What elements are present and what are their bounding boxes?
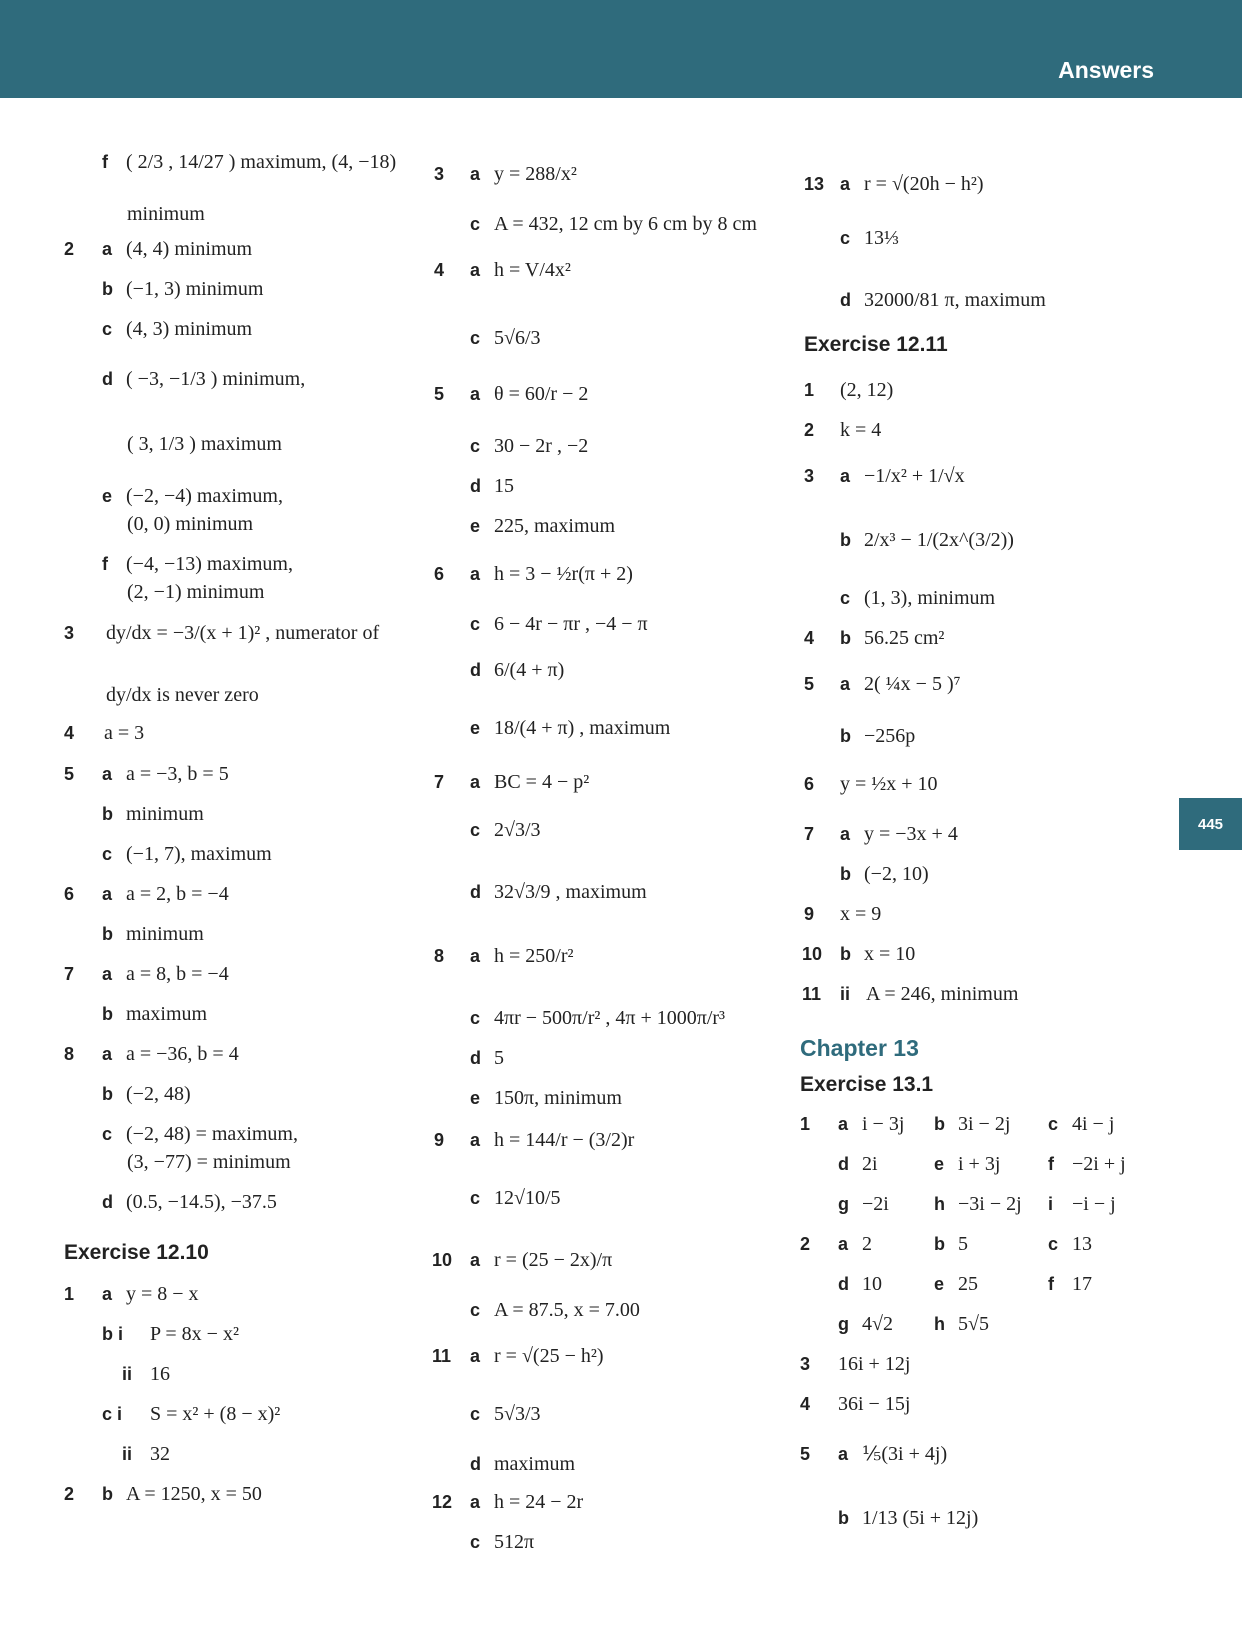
question-label: b	[840, 628, 851, 648]
question-label: c	[470, 1008, 481, 1028]
answer-text: r = √(20h − h²)	[864, 173, 984, 195]
answer-text: 5	[494, 1047, 504, 1069]
page-header-title: Answers	[1058, 57, 1154, 83]
answer-text: 13	[1072, 1233, 1092, 1255]
answer-text: A = 87.5, x = 7.00	[494, 1299, 640, 1321]
answer-text: (−2, 48) = maximum,	[126, 1123, 298, 1145]
question-label: a	[838, 1114, 849, 1134]
question-label: a	[838, 1444, 849, 1464]
answer-text: i + 3j	[958, 1153, 1001, 1175]
answer-text: 6/(4 + π)	[494, 659, 565, 681]
answer-text: (4, 4) minimum	[126, 238, 253, 260]
question-label: 3	[434, 164, 445, 184]
question-label: c	[470, 614, 481, 634]
answer-text: (4, 3) minimum	[126, 318, 253, 340]
question-label: 5	[434, 384, 445, 404]
question-label: c	[470, 1300, 481, 1320]
question-label: d	[470, 1454, 481, 1474]
answer-text: 56.25 cm²	[864, 627, 945, 649]
answer-text: 30 − 2r , −2	[494, 435, 589, 457]
question-label: a	[840, 824, 851, 844]
answer-text: 12√10/5	[494, 1187, 561, 1209]
question-label: 4	[800, 1394, 811, 1414]
question-label: c	[470, 328, 481, 348]
question-label: 12	[432, 1492, 453, 1512]
answer-text: 4i − j	[1072, 1113, 1115, 1135]
question-label: ii	[840, 984, 851, 1004]
question-label: b	[102, 1004, 113, 1024]
question-label: a	[102, 884, 113, 904]
answer-text: 150π, minimum	[494, 1087, 622, 1109]
answer-text: BC = 4 − p²	[494, 771, 590, 793]
question-label: b	[934, 1234, 945, 1254]
answer-text: P = 8x − x²	[150, 1323, 239, 1345]
answer-text: (−4, −13) maximum,	[126, 553, 293, 575]
answer-text: dy/dx = −3/(x + 1)² , numerator of	[106, 622, 380, 644]
question-label: ii	[122, 1444, 133, 1464]
answer-text: 18/(4 + π) , maximum	[494, 717, 671, 739]
question-label: h	[934, 1314, 945, 1334]
answer-text: h = 250/r²	[494, 945, 574, 967]
answer-text: (3, −77) = minimum	[127, 1151, 291, 1173]
question-label: d	[838, 1274, 849, 1294]
answer-text: (1, 3), minimum	[864, 587, 996, 609]
answer-text: h = V/4x²	[494, 259, 571, 281]
answer-text: 15	[494, 475, 514, 497]
question-label: a	[470, 260, 481, 280]
question-label: 7	[64, 964, 75, 984]
question-label: f	[102, 152, 108, 172]
question-label: h	[934, 1194, 945, 1214]
answer-text: 5√5	[958, 1313, 989, 1335]
question-label: 4	[64, 723, 75, 743]
answer-text: 4πr − 500π/r² , 4π + 1000π/r³	[494, 1007, 726, 1029]
question-label: 8	[434, 946, 445, 966]
question-label: 6	[804, 774, 815, 794]
answer-text: minimum	[126, 923, 204, 945]
question-label: c	[470, 214, 481, 234]
question-label: 3	[804, 466, 815, 486]
question-label: 10	[432, 1250, 453, 1270]
question-label: b i	[102, 1324, 123, 1344]
question-label: 2	[804, 420, 815, 440]
answer-text: A = 432, 12 cm by 6 cm by 8 cm	[494, 213, 757, 235]
question-label: c	[1048, 1114, 1059, 1134]
answer-text: (2, −1) minimum	[127, 581, 265, 603]
question-label: 5	[64, 764, 75, 784]
question-label: a	[470, 772, 481, 792]
question-label: b	[102, 804, 113, 824]
answer-text: maximum	[126, 1003, 208, 1025]
question-label: e	[470, 516, 481, 536]
answer-text: 5√6/3	[494, 327, 541, 349]
question-label: 1	[64, 1284, 75, 1304]
question-label: 2	[64, 1484, 75, 1504]
answer-text: (−1, 3) minimum	[126, 278, 264, 300]
answer-text: y = −3x + 4	[864, 823, 958, 845]
question-label: a	[470, 164, 481, 184]
answer-text: (−2, −4) maximum,	[126, 485, 283, 507]
question-label: d	[470, 476, 481, 496]
answer-text: (0, 0) minimum	[127, 513, 254, 535]
page-number-tab	[1179, 798, 1242, 850]
answer-text: x = 10	[864, 943, 916, 965]
answer-text: −2i	[862, 1193, 889, 1215]
question-label: e	[934, 1274, 945, 1294]
question-label: c	[470, 1532, 481, 1552]
question-label: c i	[102, 1404, 123, 1424]
question-label: a	[470, 1346, 481, 1366]
question-label: c	[840, 588, 851, 608]
answer-text: −3i − 2j	[958, 1193, 1022, 1215]
question-label: a	[838, 1234, 849, 1254]
question-label: f	[102, 554, 108, 574]
question-label: d	[470, 882, 481, 902]
answer-text: −2i + j	[1072, 1153, 1126, 1175]
answer-text: 2	[862, 1233, 872, 1255]
question-label: 2	[64, 239, 75, 259]
answer-text: 512π	[494, 1531, 535, 1553]
question-label: f	[1048, 1274, 1054, 1294]
answer-text: −1/x² + 1/√x	[864, 465, 965, 487]
question-label: a	[470, 946, 481, 966]
answer-text: (−2, 48)	[126, 1083, 191, 1105]
question-label: c	[840, 228, 851, 248]
question-label: c	[470, 1404, 481, 1424]
question-label: f	[1048, 1154, 1054, 1174]
question-label: 4	[804, 628, 815, 648]
question-label: b	[102, 1084, 113, 1104]
question-label: 8	[64, 1044, 75, 1064]
question-label: 5	[800, 1444, 811, 1464]
question-label: i	[1048, 1194, 1054, 1214]
answer-text: 10	[862, 1273, 882, 1295]
question-label: a	[102, 1284, 113, 1304]
answer-text: r = (25 − 2x)/π	[494, 1249, 613, 1271]
exercise-heading: Exercise 13.1	[800, 1073, 934, 1096]
question-label: d	[102, 369, 113, 389]
answer-text: x = 9	[840, 903, 882, 925]
question-label: 2	[800, 1234, 811, 1254]
question-label: b	[102, 279, 113, 299]
answer-text: −256p	[864, 725, 916, 747]
exercise-heading: Exercise 12.10	[64, 1241, 209, 1264]
question-label: 5	[804, 674, 815, 694]
answer-text: a = −3, b = 5	[126, 763, 229, 785]
question-label: e	[470, 718, 481, 738]
question-label: c	[470, 820, 481, 840]
chapter-heading: Chapter 13	[800, 1035, 919, 1061]
answer-text: y = ½x + 10	[840, 773, 938, 795]
question-label: b	[102, 924, 113, 944]
answer-text: maximum	[494, 1453, 576, 1475]
question-label: ii	[122, 1364, 133, 1384]
answer-text: minimum	[126, 803, 204, 825]
answer-text: 6 − 4r − πr , −4 − π	[494, 613, 648, 635]
answer-text: 2√3/3	[494, 819, 541, 841]
question-label: c	[102, 844, 113, 864]
answer-text: A = 246, minimum	[866, 983, 1019, 1005]
answer-text: i − 3j	[862, 1113, 905, 1135]
answer-text: (−2, 10)	[864, 863, 929, 885]
question-label: b	[840, 530, 851, 550]
answer-text: 225, maximum	[494, 515, 616, 537]
answer-text: 16i + 12j	[838, 1353, 911, 1375]
answer-text: 13⅓	[864, 227, 899, 249]
answer-text: ( 3, 1/3 ) maximum	[127, 433, 282, 455]
answer-text: (−1, 7), maximum	[126, 843, 272, 865]
answer-text: S = x² + (8 − x)²	[150, 1403, 281, 1425]
answer-text: a = 2, b = −4	[126, 883, 229, 905]
question-label: b	[840, 864, 851, 884]
answer-text: dy/dx is never zero	[106, 684, 259, 706]
question-label: 9	[434, 1130, 445, 1150]
question-label: 13	[804, 174, 825, 194]
question-label: a	[102, 1044, 113, 1064]
question-label: a	[840, 674, 851, 694]
question-label: d	[838, 1154, 849, 1174]
answer-text: h = 3 − ½r(π + 2)	[494, 563, 633, 585]
answer-text: 17	[1072, 1273, 1092, 1295]
question-label: 3	[64, 623, 75, 643]
question-label: c	[1048, 1234, 1059, 1254]
question-label: 1	[800, 1114, 811, 1134]
answer-text: h = 144/r − (3/2)r	[494, 1129, 635, 1151]
answer-text: 3i − 2j	[958, 1113, 1011, 1135]
answer-text: 2i	[862, 1153, 878, 1175]
question-label: a	[470, 384, 481, 404]
question-label: a	[470, 1492, 481, 1512]
answer-text: minimum	[127, 203, 205, 225]
question-label: 7	[804, 824, 815, 844]
question-label: 6	[64, 884, 75, 904]
answer-text: (2, 12)	[840, 379, 894, 401]
page-number: 445	[1197, 815, 1224, 833]
answer-text: ⅕(3i + 4j)	[862, 1443, 948, 1465]
answer-text: 4√2	[862, 1313, 893, 1335]
question-label: g	[838, 1194, 849, 1214]
question-label: a	[840, 174, 851, 194]
question-label: 11	[432, 1346, 452, 1366]
answer-text: h = 24 − 2r	[494, 1491, 584, 1513]
question-label: a	[840, 466, 851, 486]
answer-text: 25	[958, 1273, 978, 1295]
question-label: c	[470, 436, 481, 456]
question-label: b	[840, 726, 851, 746]
answer-text: ( 2/3 , 14/27 ) maximum, (4, −18)	[126, 151, 397, 173]
answer-text: 32	[150, 1443, 170, 1465]
question-label: e	[934, 1154, 945, 1174]
answer-text: −i − j	[1072, 1193, 1116, 1215]
question-label: a	[470, 1130, 481, 1150]
question-label: 7	[434, 772, 445, 792]
answer-text: 2/x³ − 1/(2x^(3/2))	[864, 529, 1014, 551]
answer-text: 36i − 15j	[838, 1393, 911, 1415]
header-banner	[0, 0, 1242, 98]
answer-text: 5	[958, 1233, 968, 1255]
question-label: c	[102, 319, 113, 339]
question-label: a	[102, 239, 113, 259]
question-label: c	[470, 1188, 481, 1208]
question-label: 3	[800, 1354, 811, 1374]
question-label: g	[838, 1314, 849, 1334]
question-label: d	[470, 1048, 481, 1068]
answer-text: y = 8 − x	[126, 1283, 199, 1305]
answer-text: (0.5, −14.5), −37.5	[126, 1191, 277, 1213]
question-label: d	[840, 290, 851, 310]
question-label: a	[102, 764, 113, 784]
answer-text: ( −3, −1/3 ) minimum,	[126, 368, 306, 390]
answer-text: a = 8, b = −4	[126, 963, 229, 985]
answer-text: a = 3	[104, 722, 145, 744]
answer-text: 32000/81 π, maximum	[864, 289, 1046, 311]
question-label: e	[102, 486, 113, 506]
answer-text: 32√3/9 , maximum	[494, 881, 647, 903]
answer-text: k = 4	[840, 419, 882, 441]
question-label: 11	[802, 984, 822, 1004]
question-label: 10	[802, 944, 823, 964]
question-label: 6	[434, 564, 445, 584]
question-label: d	[470, 660, 481, 680]
question-label: b	[934, 1114, 945, 1134]
answer-text: 16	[150, 1363, 170, 1385]
answer-text: 5√3/3	[494, 1403, 541, 1425]
question-label: 1	[804, 380, 815, 400]
question-label: a	[470, 564, 481, 584]
answer-text: A = 1250, x = 50	[126, 1483, 262, 1505]
answer-text: r = √(25 − h²)	[494, 1345, 604, 1367]
answer-text: 2( ¼x − 5 )⁷	[864, 673, 961, 695]
question-label: b	[102, 1484, 113, 1504]
question-label: 4	[434, 260, 445, 280]
answer-text: y = 288/x²	[494, 163, 577, 185]
answer-text: θ = 60/r − 2	[494, 383, 589, 405]
answer-text: 1/13 (5i + 12j)	[862, 1507, 979, 1529]
question-label: d	[102, 1192, 113, 1212]
question-label: c	[102, 1124, 113, 1144]
question-label: e	[470, 1088, 481, 1108]
question-label: b	[838, 1508, 849, 1528]
question-label: a	[470, 1250, 481, 1270]
question-label: 9	[804, 904, 815, 924]
answer-text: a = −36, b = 4	[126, 1043, 239, 1065]
question-label: a	[102, 964, 113, 984]
exercise-heading: Exercise 12.11	[804, 333, 948, 356]
question-label: b	[840, 944, 851, 964]
